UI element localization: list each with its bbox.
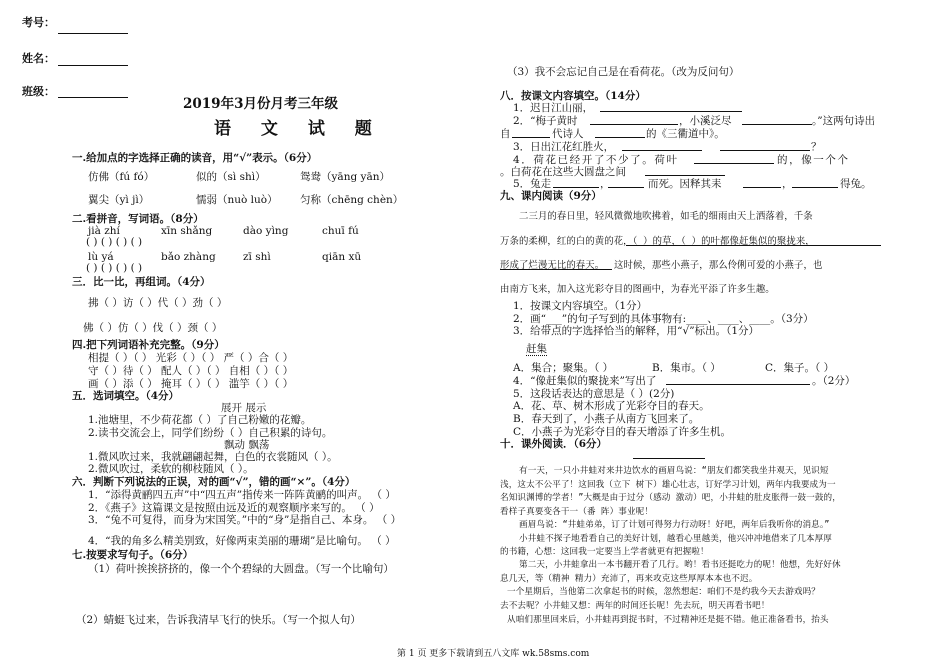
s9-option[interactable]: B．集市。（ ） (652, 362, 721, 374)
passage-line: 二三月的春日里，轻风微微地吹拂着，如毛的细雨由天上洒落着，千条 (519, 211, 813, 222)
section4-heading: 四.把下列词语补充完整。（9分） (72, 339, 225, 351)
s1-item: 仿佛（fú fó） (88, 171, 155, 183)
s8-q5e: 得兔。 (840, 178, 872, 190)
section10-heading: 十．课外阅读．（6分） (500, 438, 608, 450)
section5-heading: 五．选词填空。（4分） (72, 390, 180, 402)
answer-blank[interactable] (600, 111, 742, 112)
class-field[interactable] (58, 97, 128, 98)
s7-question: （2）蜻蜓飞过来，告诉我清早飞行的快乐。（写一个拟人句） (76, 614, 361, 626)
story-line: 第二天，小井蛙拿出一本书翻开看了几行。哟！看书还挺吃力的呢！他想，先好好休 (519, 560, 841, 570)
story-line: 息几天，等（精神 精力）充沛了，再来攻克这些厚厚本本也不迟。 (500, 574, 758, 584)
s8-q5d: ， (782, 178, 793, 190)
answer-blank[interactable] (743, 187, 781, 188)
answer-blank[interactable] (622, 150, 702, 151)
s6-question: 1．“添得黄鹂四五声”中“四五声”指传来一阵阵黄鹂的叫声。 （ ） (88, 489, 396, 501)
story-line: 从咱们那里回来后，小井蛙再到捉书时，不过精神还是挺不错。他正准备看书，抬头 (507, 615, 829, 625)
s1-item: 鸳鸯（yāng yān） (300, 171, 390, 183)
s8-q2d: 自 (500, 128, 511, 140)
s9-q4a: 4．“像赶集似的聚拢来”写出了 (513, 375, 657, 387)
section9-heading: 九、课内阅读（9分） (500, 190, 602, 202)
s9-question: 3．给带点的字选择恰当的解释，用“√”标出。（1分） (513, 325, 760, 337)
dotted-word: 赶集 (526, 343, 547, 355)
s8-q3b: ？ (811, 141, 822, 153)
s8-q4a: 4．荷花已经开了不少了。荷叶 (513, 154, 679, 166)
section1-heading: 一.给加点的字选择正确的读音，用“√”表示。（6分） (72, 152, 318, 164)
story-line: 画眉鸟说：“井蛙弟弟，订了计划可得努力行动呀！好吧，两年后我听你的消息。” (519, 520, 830, 530)
answer-blank[interactable] (608, 187, 644, 188)
s9-question: 2．画“___”的句子写到的具体事物有:____、____、____。（3分） (513, 313, 814, 325)
story-line: 去不去呢？小井蛙又想：两年的时间还长呢！先去玩，明天再看书吧！ (500, 601, 770, 611)
s9-option[interactable]: C．小燕子为光彩夺目的春天增添了许多生机。 (513, 426, 732, 438)
pinyin: lù yá (88, 251, 114, 263)
s3-row: 拂（ ）访（ ）代（ ）劲（ ） (88, 297, 228, 309)
s3-row: 佛（ ）仿（ ）伐（ ）颈（ ） (83, 322, 223, 334)
answer-parens[interactable]: ( ) ( ) ( ) ( ) (86, 236, 143, 248)
s8-q5c: 而死。因释其耒 (648, 178, 722, 190)
story-line: 一个星期后，当他第二次拿起书的时候，忽然想起：咱们不是约我今天去游戏吗？ (507, 587, 820, 597)
s5-question: 1.微风吹过来，我就翩翩起舞，白色的衣裳随风（ ）。 (88, 451, 338, 463)
s9-option[interactable]: C．集子。（ ） (765, 362, 835, 374)
story-line: 名知识渊博的学者！”大概是由于过分（感动 激动）吧，小井蛙的肚皮胀得一鼓一鼓的， (500, 493, 841, 503)
story-line: 浅，这太不公平了！这回我（立下 树下）雄心壮志，订好学习计划，两年内我要成为一 (500, 480, 836, 490)
s1-item: 懦弱（nuò luò） (196, 194, 278, 206)
s8-q2f: 的《三衢道中》。 (646, 128, 725, 140)
s9-question: 5．这段话表达的意思是（ ）(2分) (513, 388, 675, 400)
s1-item: 似的（sì shì） (196, 171, 266, 183)
s9-question: 1．按课文内容填空。（1分） (513, 300, 648, 312)
pinyin: qiān xū (322, 251, 362, 263)
title-blank[interactable] (633, 458, 705, 459)
s9-q4b: 。（2分） (812, 375, 856, 387)
s8-q4c: 。白荷花在这些大圆盘之间 (500, 166, 626, 178)
s6-question: 3．“兔不可复得，而身为宋国笑。”中的“身”是指自己、本身。 （ ） (88, 514, 402, 526)
answer-blank[interactable] (720, 150, 810, 151)
s5-question: 2.微风吹过，柔软的柳枝随风（ ）。 (88, 463, 254, 475)
story-line: 的书籍，心想：这回我一定要当上学者就更有把握啦！ (500, 547, 709, 557)
s1-item: 翼尖（yì jì） (88, 194, 150, 206)
story-line: 有一天，一只小井蛙对来井边饮水的画眉鸟说：“朋友们都笑我坐井观天，见识短 (519, 466, 829, 476)
s8-q5b: ， (600, 178, 611, 190)
passage-underline (500, 269, 612, 270)
exam-no-field[interactable] (58, 33, 128, 34)
s8-q3a: 3．日出江花红胜火， (513, 141, 615, 153)
story-line: 看样子真要变各干一（番 阵）事业呢！ (500, 507, 654, 517)
passage-line: 由南方飞来，加入这光彩夺目的图画中，为春光平添了许多生趣。 (500, 284, 775, 295)
s8-q1: 1．迟日江山丽， (513, 102, 594, 114)
page-footer: 第 1 页 更多下载请到五八文库 wk.58sms.com (397, 649, 590, 659)
s4-row: 画（ ）添（ ） 掩耳（ ）（ ） 滥竽（ ）（ ） (88, 378, 294, 390)
exam-subtitle: 语 文 试 题 (214, 119, 384, 139)
answer-blank[interactable] (590, 124, 678, 125)
answer-blank[interactable] (694, 163, 774, 164)
exam-title: 2019年3月份月考三年级 (183, 96, 338, 112)
section2-heading: 二.看拼音，写词语。（8分） (72, 213, 204, 225)
answer-blank[interactable] (742, 124, 812, 125)
word-choices: 展开 展示 (221, 402, 267, 414)
exam-no-label: 考号： (22, 16, 55, 29)
s4-row: 守（ ）待（ ） 配人（ ）（ ） 自相（ ）（ ） (88, 365, 294, 377)
section8-heading: 八．按课文内容填空。（14分） (500, 90, 646, 102)
s8-q2b: ，小溪泛尽 (679, 115, 732, 127)
answer-blank[interactable] (512, 137, 550, 138)
s8-q2c: 。”这两句诗出 (812, 115, 876, 127)
section7-heading: 七.按要求写句子。（6分） (72, 549, 194, 561)
pinyin: xīn shǎng (161, 225, 213, 237)
s5-question: 2.读书交流会上，同学们纷纷（ ）自己积累的诗句。 (88, 427, 333, 439)
answer-parens[interactable]: ( ) ( ) ( ) ( ) (86, 262, 143, 274)
passage-line: 形成了烂漫无比的春天。 (500, 260, 605, 271)
passage-underline (626, 245, 881, 246)
s1-item: 匀称（chēng chèn） (300, 194, 404, 206)
s4-row: 相提（ ）（ ） 光彩（ ）（ ） 严（ ）合（ ） (88, 352, 294, 364)
name-field[interactable] (58, 65, 128, 66)
s8-q4b: 的，像一个个 (777, 154, 850, 166)
class-label: 班级： (22, 85, 55, 98)
pinyin: zī shì (243, 251, 271, 263)
answer-blank[interactable] (666, 384, 810, 385)
section6-heading: 六．判断下列说法的正误，对的画“√”，错的画“×”。（4分） (72, 476, 356, 488)
answer-blank[interactable] (792, 187, 838, 188)
s5-question: 1.池塘里，不少荷花都（ ）了自己粉嫩的花瓣。 (88, 414, 312, 426)
s7-question: （3）我不会忘记自己是在看荷花。（改为反问句） (507, 66, 740, 78)
s7-question: （1）荷叶挨挨挤挤的，像一个个碧绿的大圆盘。（写一个比喻句） (88, 563, 394, 575)
pinyin: bǎo zhàng (161, 251, 216, 263)
s6-question: 4．“我的角多么精美别致，好像两束美丽的珊瑚”是比喻句。 （ ） (88, 535, 396, 547)
s8-q2a: 2．“梅子黄时 (513, 115, 578, 127)
name-label: 姓名： (22, 52, 55, 65)
pinyin: jià zhí (88, 225, 120, 237)
pinyin: chuī fú (322, 225, 359, 237)
s8-q5a: 5．兔走 (513, 178, 552, 190)
s9-option[interactable]: A．花、草、树木形成了光彩夺目的春天。 (513, 400, 710, 412)
passage-line: 万条的柔柳，红的白的黄的花，（ ）的草，（ ）的叶都像赶集似的聚拢来， (500, 236, 815, 247)
s6-question: 2．《燕子》这篇课文是按照由远及近的观察顺序来写的。 （ ） (88, 502, 380, 514)
story-line: 小井蛙不探子地看看自己的美好计划，越看心里越美，他兴冲冲地借来了几本厚厚 (519, 534, 832, 544)
section3-heading: 三．比一比，再组词。（4分） (72, 276, 211, 288)
pinyin: dào yìng (243, 225, 289, 237)
s8-q2e: 代诗人 (552, 128, 584, 140)
passage-line: 这时候，那些小燕子，那么伶俐可爱的小燕子，也 (614, 260, 823, 271)
answer-blank[interactable] (595, 137, 645, 138)
word-choices: 飘动 飘荡 (224, 439, 270, 451)
s9-option[interactable]: A．集合；聚集。（ ） (513, 362, 614, 374)
s9-option[interactable]: B．春天到了，小燕子从南方飞回来了。 (513, 413, 700, 425)
